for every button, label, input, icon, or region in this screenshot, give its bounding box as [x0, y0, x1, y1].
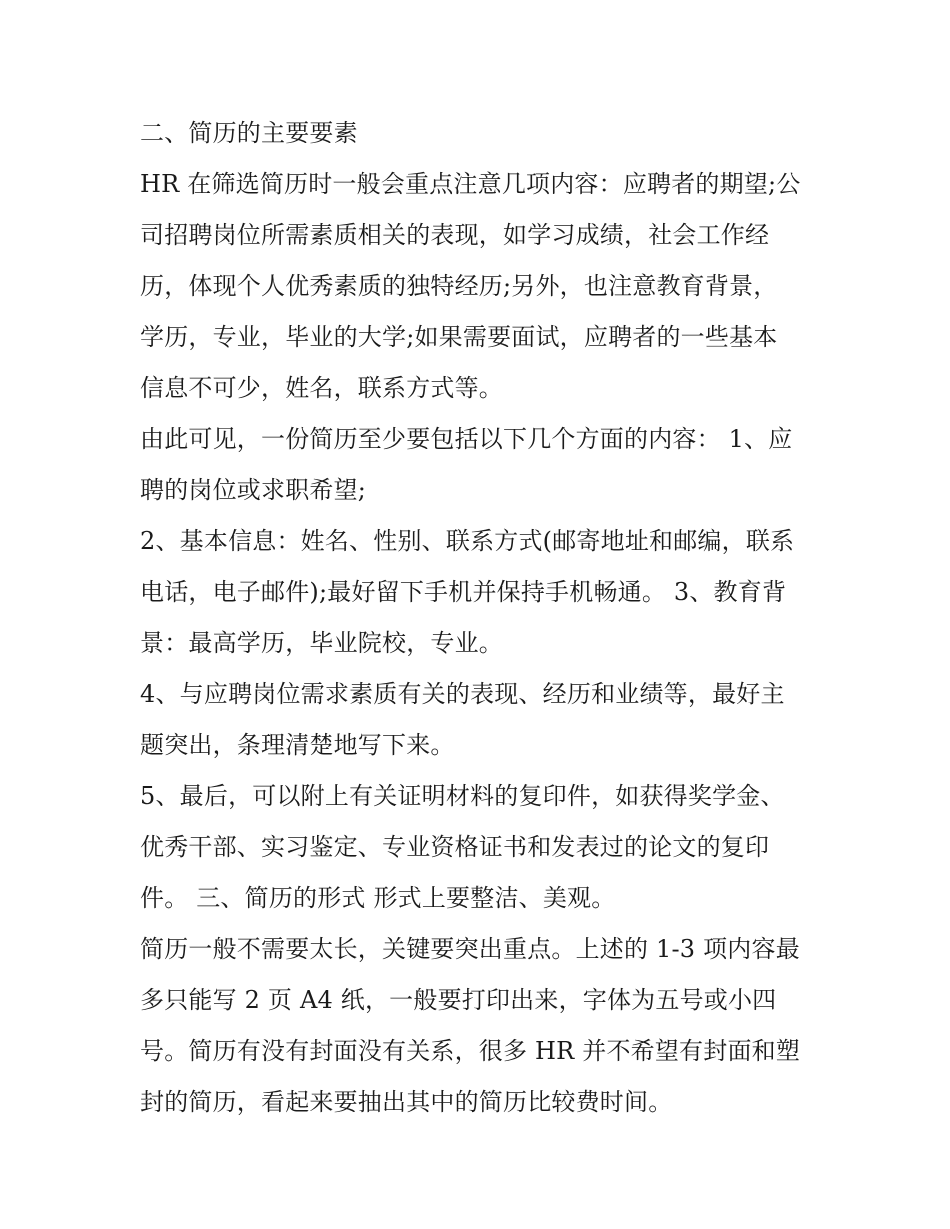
text-line: 学历，专业，毕业的大学;如果需要面试，应聘者的一些基本 — [140, 323, 778, 351]
text-line: 二、简历的主要要素 — [140, 119, 358, 147]
document-body — [140, 108, 810, 1128]
text-line: 号。简历有没有封面没有关系，很多 HR 并不希望有封面和塑 — [140, 1037, 801, 1065]
text-line: 多只能写 2 页 A4 纸，一般要打印出来，字体为五号或小四 — [140, 986, 777, 1014]
section-heading — [140, 108, 810, 159]
text-line: 电话，电子邮件);最好留下手机并保持手机畅通。 3、教育背 — [140, 578, 787, 606]
text-line: 简历一般不需要太长，关键要突出重点。上述的 1-3 项内容最 — [140, 935, 800, 963]
paragraph-item-2-3 — [140, 516, 810, 669]
text-line: 历，体现个人优秀素质的独特经历;另外，也注意教育背景， — [140, 272, 778, 300]
text-line: 景：最高学历，毕业院校，专业。 — [140, 629, 503, 657]
text-line: 5、最后，可以附上有关证明材料的复印件，如获得奖学金、 — [140, 782, 785, 810]
text-line: 题突出，条理清楚地写下来。 — [140, 731, 455, 759]
text-line: HR 在筛选简历时一般会重点注意几项内容：应聘者的期望;公 — [140, 170, 801, 198]
text-line: 2、基本信息：姓名、性别、联系方式(邮寄地址和邮编，联系 — [140, 527, 795, 555]
text-line: 聘的岗位或求职希望; — [140, 476, 367, 504]
paragraph-item-5 — [140, 771, 810, 924]
text-line: 件。 三、简历的形式 形式上要整洁、美观。 — [140, 884, 616, 912]
text-line: 信息不可少，姓名，联系方式等。 — [140, 374, 503, 402]
paragraph-resume-length — [140, 924, 810, 1128]
paragraph-resume-contents — [140, 414, 810, 516]
text-line: 司招聘岗位所需素质相关的表现，如学习成绩，社会工作经 — [140, 221, 770, 249]
text-line: 封的简历，看起来要抽出其中的简历比较费时间。 — [140, 1088, 673, 1116]
text-line: 4、与应聘岗位需求素质有关的表现、经历和业绩等，最好主 — [140, 680, 785, 708]
paragraph-item-4 — [140, 669, 810, 771]
text-line: 优秀干部、实习鉴定、专业资格证书和发表过的论文的复印 — [140, 833, 770, 861]
paragraph-hr-focus — [140, 159, 810, 414]
text-line: 由此可见，一份简历至少要包括以下几个方面的内容： 1、应 — [140, 425, 793, 453]
